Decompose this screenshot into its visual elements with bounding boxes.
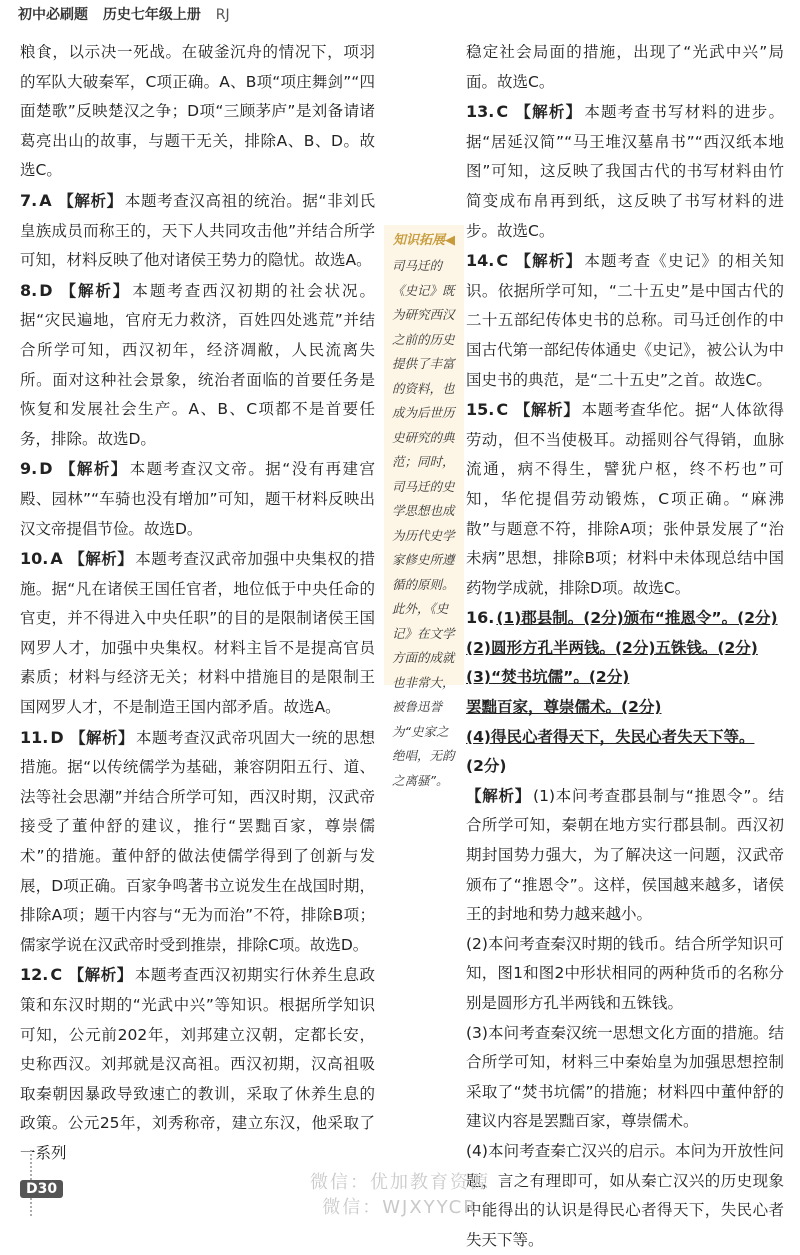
answer-letter: C — [50, 965, 63, 985]
q16-line3: (3)“焚书坑儒”。(2分) — [466, 668, 630, 687]
answer-item — [20, 186, 375, 276]
continuation-text: 粮食，以示决一死战。在破釜沉舟的情况下，项羽的军队大破秦军，C项正确。A、B项“项庄舞剑”“四面楚歌”反映楚汉之争；D项“三顾茅庐”是刘备请诸葛亮出山的故事，与题干无关，排除A、B、D。故选C。 — [20, 43, 375, 180]
question-number: 12. — [20, 965, 49, 985]
analysis-text: 本题考查西汉初期的社会状况。据“灾民遍地，官府无力救济，百姓四处逃荒”并结合所学可知，西汉初年，经济凋敝，人民流离失所。面对这种社会景象，统治者面临的首要任务是恢复和发展社会生产。A、B、C项都不是首要任务，排除。故选D。 — [20, 281, 375, 448]
analysis-text: 本题考查汉高祖的统治。据“非刘氏皇族成员而称王的，天下人共同攻击他”并结合所学可知，材料反映了他对诸侯王势力的隐忧。故选A。 — [20, 191, 375, 270]
analysis-tag: 【解析】 — [466, 786, 532, 805]
answer-letter: D — [39, 280, 53, 300]
question-number: 14. — [466, 251, 495, 271]
q16-analysis-1 — [466, 782, 784, 930]
answer-item — [466, 246, 784, 395]
left-column — [20, 38, 375, 1169]
answer-item — [20, 454, 375, 544]
analysis-text: 本题考查汉武帝加强中央集权的措施。据“凡在诸侯王国任官者，地位低于中央任命的官吏，并不得进入中央任职”的目的是限制诸侯王国网罗人才，加强中央集权。材料主旨不是提高官员素质；材料与经济无关；材料中措施目的是限制王国网罗人才，不是制造王国内部矛盾。故选A。 — [20, 550, 375, 717]
q16-line5: (4)得民心者得天下，失民心者失天下等。 — [466, 727, 755, 746]
edition-label: RJ — [215, 7, 230, 23]
analysis-text: 本题考查华佗。据“人体欲得劳动，但不当使极耳。动摇则谷气得销，血脉流通，病不得生，譬犹户枢，终不朽也”可知，华佗提倡劳动锻炼，C项正确。“麻沸散”与题意不符，排除A项；张仲景发展了“治未病”思想，排除B项；材料中未体现总结中国药物学成就，排除D项。故选C。 — [466, 401, 784, 597]
analysis-tag: 【解析】 — [58, 281, 131, 300]
page-header — [18, 4, 782, 30]
answer-letter: C — [496, 400, 509, 420]
right-column — [466, 38, 784, 1255]
question-number: 10. — [20, 549, 49, 569]
answer-item — [466, 395, 784, 603]
answer-letter: D — [39, 459, 53, 479]
analysis-tag: 【解析】 — [514, 103, 583, 122]
watermark-line-2: 微信：WJXYYCR — [322, 1197, 478, 1218]
analysis-tag: 【解析】 — [57, 191, 123, 210]
continuation-text-right: 稳定社会局面的措施，出现了“光武中兴”局面。故选C。 — [466, 43, 784, 91]
answer-letter: A — [50, 549, 63, 569]
analysis-text: 本题考查书写材料的进步。据“居延汉简”“马王堆汉墓帛书”“西汉纸本地图”可知，这反映了我国古代的书写材料由竹简变成布帛再到纸，这反映了书写材料的进步。故选C。 — [466, 103, 784, 240]
question-number: 8. — [20, 280, 38, 300]
knowledge-expansion-sidebar — [384, 225, 464, 788]
question-number: 9. — [20, 459, 38, 479]
q16-line2: (2)圆形方孔半两钱。(2分)五铢钱。(2分) — [466, 638, 758, 657]
analysis-tag: 【解析】 — [514, 252, 583, 271]
sidebar-title: 知识拓展◀ — [393, 233, 455, 248]
series-title: 初中必刷题 — [18, 7, 88, 23]
question-number: 11. — [20, 727, 49, 747]
q16-analysis-4: (4)本问考查秦亡汉兴的启示。本问为开放性问题，言之有理即可，如从秦亡汉兴的历史现象中能得出的认识是得民心者得天下，失民心者失天下等。 — [466, 1141, 784, 1249]
analysis-tag: 【解析】 — [514, 401, 580, 420]
question-number: 15. — [466, 400, 495, 420]
analysis-text: 本题考查西汉初期实行休养生息政策和东汉时期的“光武中兴”等知识。根据所学知识可知，公元前202年，刘邦建立汉朝，定都长安，史称西汉。刘邦就是汉高祖。西汉初期，汉高祖吸取秦朝因暴政导致速亡的教训，采取了休养生息的政策。公元25年，刘秀称帝，建立东汉，他采取了一系列 — [20, 966, 375, 1162]
answer-letter: C — [496, 251, 509, 271]
analysis-tag: 【解析】 — [58, 460, 128, 479]
answer-letter: A — [39, 190, 52, 210]
watermark-line-1: 微信：优加教育资源 — [310, 1172, 490, 1193]
analysis-tag: 【解析】 — [69, 728, 134, 747]
answer-item-16 — [466, 603, 784, 634]
q16-line4: 罢黜百家，尊崇儒术。(2分) — [466, 698, 662, 717]
answer-item — [20, 960, 375, 1168]
answer-letter: C — [496, 102, 509, 122]
q16-line1: (1)郡县制。(2分)颁布“推恩令”。(2分) — [496, 609, 778, 628]
page-number: D30 — [20, 1180, 63, 1198]
analysis-text: (1)本问考查郡县制与“推恩令”。结合所学可知，秦朝在地方实行郡县制。西汉初期封国势力强大，为了解决这一问题，汉武帝颁布了“推恩令”。这样，侯国越来越多，诸侯王的封地和势力越来越小。 — [466, 786, 784, 924]
analysis-tag: 【解析】 — [68, 550, 134, 569]
answer-item — [466, 97, 784, 246]
answer-item — [20, 276, 375, 455]
sidebar-body: 司马迁的《史记》既为研究西汉之前的历史提供了丰富的资料，也成为后世历史研究的典范；同时，司马迁的史学思想也成为历代史学家修史所遵循的原则。此外，《史记》在文学方面的成就也非常大，被鲁迅誉为“史家之绝唱，无韵之离骚”。 — [392, 258, 455, 788]
analysis-text: 本题考查《史记》的相关知识。依据所学可知，“二十五史”是中国古代的二十五部纪传体史书的总称。司马迁创作的中国古代第一部纪传体通史《史记》，被公认为中国史书的典范，是“二十五史”之首。故选C。 — [466, 252, 784, 389]
q16-analysis-3: (3)本问考查秦汉统一思想文化方面的措施。结合所学可知，材料三中秦始皇为加强思想控制采取了“焚书坑儒”的措施；材料四中董仲舒的建议内容是罢黜百家，尊崇儒术。 — [466, 1023, 784, 1131]
answer-item — [20, 544, 375, 723]
answer-item — [20, 723, 375, 961]
question-number: 13. — [466, 102, 495, 122]
subject-title: 历史七年级上册 — [102, 7, 201, 23]
question-number: 16. — [466, 608, 495, 628]
analysis-text: 本题考查汉武帝巩固大一统的思想措施。据“以传统儒学为基础，兼容阴阳五行、道、法等社会思潮”并结合所学可知，西汉时期，汉武帝接受了董仲舒的建议，推行“罢黜百家，尊崇儒术”的措施。董仲舒的做法使儒学得到了创新与发展，D项正确。百家争鸣著书立说发生在战国时期，排除A项；题干内容与“无为而治”不符，排除B项；儒家学说在汉武帝时受到推崇，排除C项。故选D。 — [20, 728, 375, 954]
analysis-tag: 【解析】 — [68, 966, 133, 985]
question-number: 7. — [20, 190, 38, 210]
q16-line6: (2分) — [466, 757, 507, 776]
analysis-text: 本题考查汉文帝。据“没有再建宫殿、园林”“车骑也没有增加”可知，题干材料反映出汉文帝提倡节俭。故选D。 — [20, 460, 375, 538]
q16-analysis-2: (2)本问考查秦汉时期的钱币。结合所学知识可知，图1和图2中形状相同的两种货币的名称分别是圆形方孔半两钱和五铢钱。 — [466, 934, 784, 1012]
answer-letter: D — [50, 727, 64, 747]
